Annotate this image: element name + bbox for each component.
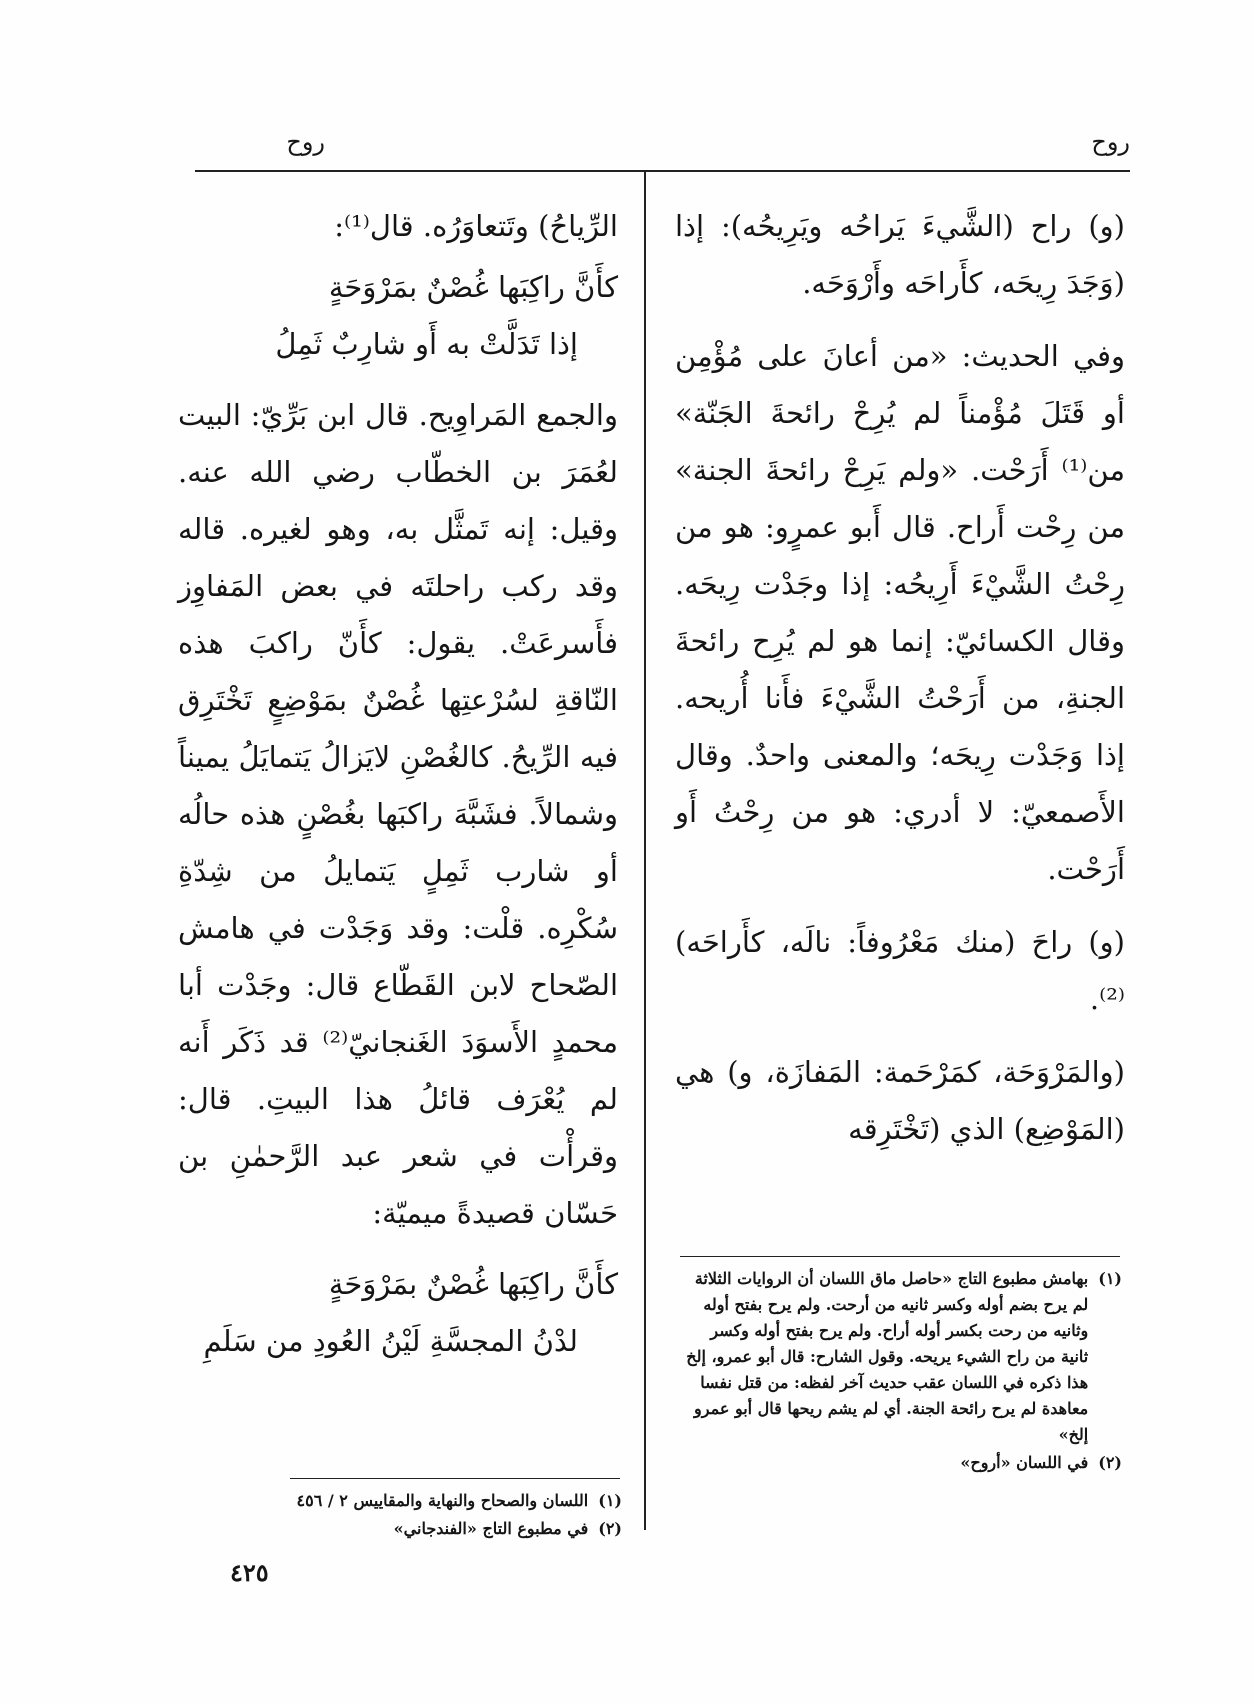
verse-line: كأَنَّ راكِبَها غُصْنٌ بمَرْوَحَةٍ [328,1267,618,1301]
footnote-number: (٢) [598,1519,622,1538]
right-footnotes [680,1266,1122,1478]
page-number: ٤٢٥ [230,1558,269,1587]
right-paragraph: (و) راح (الشَّيءَ يَراحُه ويَرِيحُه): إذا (وَجَدَ رِيحَه، كأَراحَه وأَرْوَحَه. [675,209,1125,300]
verse-line: لدْنُ المجسَّةِ لَيْنُ العُودِ من سَلَمِ [203,1324,578,1358]
verse-line: إذا تَدَلَّتْ به أَو شارِبٌ ثَمِلُ [275,327,578,361]
right-paragraph: (والمَرْوَحَة، كمَرْحَمة: المَفازَة، و) هي (المَوْضِع) الذي (تَخْتَرِقه [675,1055,1125,1146]
footnote-text: في مطبوع التاج «الفندجاني» [393,1519,589,1538]
left-paragraph: والجمع المَراوِيح. قال ابن بَرِّيّ: البيت لعُمَرَ بن الخطّاب رضي الله عنه. وقيل: إنه تَمثَّل به، وهو لغيره. قاله وقد ركب راحلتَه في بعض المَفاوِز فأَسرعَتْ. يقول: كأَنّ راكبَ هذه النّاقةِ لسُرْعتِها غُصْنٌ بمَوْضِعٍ تَخْتَرِق فيه الرِّيحُ. كالغُصْنِ لايَزالُ يَتمايَلُ يميناً وشمالاً. فشَبَّهَ راكبَها بغُصْنٍ هذه حالُه أو شارب ثَمِلٍ يَتمايلُ من شِدّةِ سُكْرِه. قلْت: وقد وَجَدْت في هامش الصّحاح لابن القَطّاع قال: وجَدْت أبا محمدٍ الأَسوَدَ الغَنجانيّ⁽²⁾ قد ذَكَر أَنه لم يُعْرَف قائلُ هذا البيتِ. قال: وقرأْت في شعر عبد الرَّحمٰنِ بن حَسّان قصيدةً ميميّة: [178,398,618,1230]
left-intro: الرِّياحُ) وتَتعاوَرُه. قال⁽¹⁾: [334,209,618,243]
left-column [178,198,618,1370]
running-head-left: روح [286,128,325,156]
verse-line: كأَنَّ راكِبَها غُصْنٌ بمَرْوَحَةٍ [328,270,618,304]
right-footnote-rule [680,1256,1120,1257]
left-footnote-rule [290,1478,620,1479]
right-column [675,198,1125,1174]
footnote-number: (٢) [1098,1453,1122,1472]
footnote-text: بهامش مطبوع التاج «حاصل ماق اللسان أن الروايات الثلاثة لم يرح بضم أوله وكسر ثانيه من أرحت. ولم يرح بفتح أوله وثانيه من رحت بكسر أوله أراح. ولم يرح بفتح أوله وكسر ثانية من راح الشيء يريحه. وقول الشارح: قال أبو عمرو، إلخ هذا ذكره في اللسان عقب حديث آخر لفظه: من قتل نفسا معاهدة لم يرح رائحة الجنة. أي لم يشم ريحها قال أبو عمرو إلخ» [686,1269,1089,1444]
right-paragraph: وفي الحديث: «من أعانَ على مُؤْمِن أو قَتَلَ مُؤْمناً لم يُرِحْ رائحةَ الجَنّة» من⁽¹⁾ أَرَحْت. «ولم يَرِحْ رائحةَ الجنة» من رِحْت أَراح. قال أَبو عمرٍو: هو من رِحْتُ الشَّيْءَ أَرِيحُه: إذا وجَدْت رِيحَه. وقال الكسائيّ: إنما هو لم يُرِح رائحةَ الجنةِ، من أَرَحْتُ الشَّيْءَ فأَنا أُريحه. إذا وَجَدْت رِيحَه؛ والمعنى واحدٌ. وقال الأَصمعيّ: لا أدري: هو من رِحْتُ أَو أَرَحْت. [675,339,1125,886]
left-footnotes [230,1488,622,1544]
footnote [680,1266,1122,1448]
footnote-number: (١) [598,1491,622,1510]
column-divider [644,172,646,1530]
right-paragraph: (و) راحَ (منك مَعْرُوفاً: نالَه، كأَراحَه)⁽²⁾. [675,925,1125,1016]
footnote-text: اللسان والصحاح والنهاية والمقاييس ٢ / ٤٥٦ [296,1491,589,1510]
running-head-right: روح [1091,128,1130,156]
header-rule [195,170,1130,172]
footnote [230,1516,622,1542]
footnote-text: في اللسان «أروح» [960,1453,1089,1472]
footnote [230,1488,622,1514]
footnote-number: (١) [1098,1269,1122,1288]
footnote [680,1450,1122,1476]
